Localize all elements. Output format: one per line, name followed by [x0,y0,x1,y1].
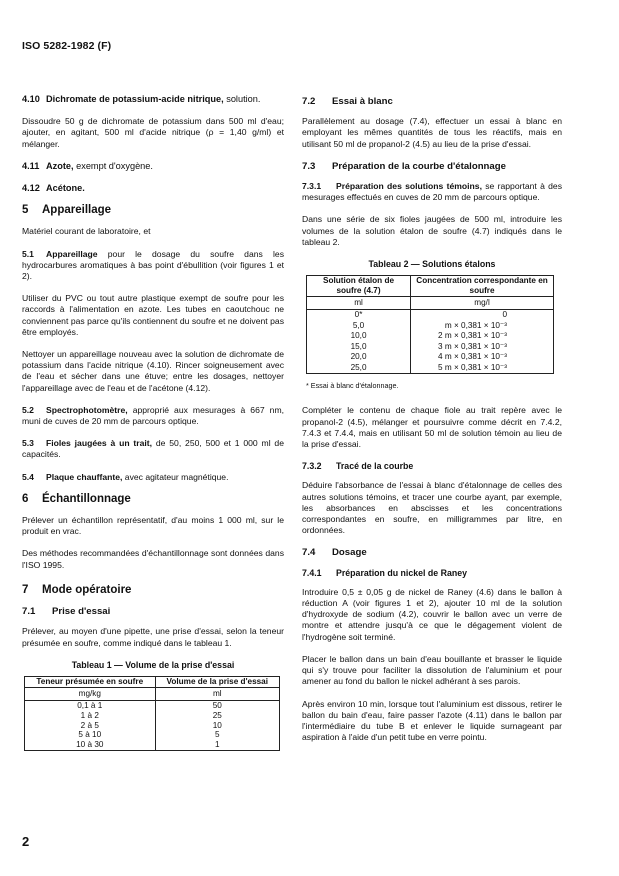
table-header-row [307,276,554,297]
clause-7-1-text: Prélever, au moyen d'une pipette, une prise d'essai, selon la teneur présumée en soufre, comme indiqué dans le tableau 1. [22,626,284,648]
clause-7-2-text: Parallèlement au dosage (7.4), effectuer un essai à blanc en employant les mêmes quantités de tous les réactifs, mais en utilisant 50 ml de propanol-2 (4.5) au lieu de la prise d'essai. [302,116,562,149]
section-title: Mode opératoire [42,583,132,596]
table-cell: 15,0 [307,342,411,353]
clause-4-10-text: Dissoudre 50 g de dichromate de potassium dans 500 ml d'eau; ajouter, en agitant, 500 ml d'acide nitrique (ρ = 1,40 g/ml) et mélanger. [22,116,284,149]
table-unit-cell: ml [155,687,279,700]
table-cell: 2 à 5 [25,721,156,731]
clause-title: Plaque chauffante, [46,471,123,482]
clause-title: Fioles jaugées à un trait, [46,438,153,449]
table-2-caption: Tableau 2 — Solutions étalons [368,259,496,270]
table-cell: 25 [155,711,279,721]
clause-number: 4.12 [22,183,40,194]
clause-number: 7.3.2 [302,461,322,472]
section-title: Appareillage [42,204,112,217]
clause-number: 7.1 [22,606,36,618]
clause-body: de 50, 250, 500 et 1 000 ml de capacités. [22,438,284,460]
clause-title-rest: solution. [223,94,261,104]
table-unit-cell: ml [307,297,411,310]
table-cell: 2 m × 0,381 × 10⁻³ [411,331,554,342]
clause-body: se rapportant à des mesurages effectués en cuves de 20 mm de parcours optique. [302,181,563,203]
clause-7-4-1-para-1: Introduire 0,5 ± 0,05 g de nickel de Raney (4.6) dans le ballon à réduction A (voir figures 1 et 2), ajouter 10 ml de la solution d'hydroxyde de sodium (4.2), couvrir le ballon avec un verre de montre et attendre jusqu'à ce que le dégagement violent de l'hydrogène soit terminé. [302,586,562,642]
table-header-cell: Volume de la prise d'essai [155,676,279,687]
table-row [307,321,554,332]
page-number: 2 [22,834,30,849]
clause-number: 7.3 [302,160,316,172]
clause-4-11 [22,161,284,172]
clause-text: exempt d'oxygène. [73,160,153,171]
page-header: ISO 5282-1982 (F) [22,40,112,52]
section-5-intro: Matériel courant de laboratoire, et [22,226,151,237]
table-unit-cell: mg/kg [25,687,156,700]
section-number: 5 [22,204,29,217]
clause-number: 7.4 [302,547,316,559]
table-row [307,310,554,321]
clause-title: Spectrophotomètre, [46,404,128,415]
table-unit-row [25,687,280,700]
table-cell: 0* [307,310,411,321]
table-cell: 20,0 [307,352,411,363]
table-row [25,700,280,710]
table-cell: 1 [155,740,279,750]
table-cell: 50 [155,700,279,710]
clause-5-4-text [22,472,284,483]
table-cell: 5 à 10 [25,730,156,740]
table-cell: 1 à 2 [25,711,156,721]
complete-paragraph: Compléter le contenu de chaque fiole au trait repère avec le propanol-2 (4.5), mélanger et poursuivre comme décrit en 7.4.2, 7.4.3 et 7.4.4, mais en utilisant 50 ml de solution témoin au lieu de la prise d'essai. [302,405,562,450]
section-number: 6 [22,492,29,505]
table-header-row [25,676,280,687]
clause-7-3-heading [302,161,562,172]
clause-title: Prise d'essai [52,606,111,618]
table-cell: 10 [155,721,279,731]
table-row [25,740,280,750]
clause-body: pour le dosage du soufre dans les hydrocarbures aromatiques à bas point d'ébullition (voir figures 1 et 2). [22,248,284,282]
table-row [307,352,554,363]
clause-7-3-1-para-2: Dans une série de six fioles jaugées de 500 ml, introduire les volumes de la solution étalon de soufre (4.7) indiqués dans le tableau 2. [302,214,562,247]
clause-number: 7.4.1 [302,567,322,578]
clause-title: Dosage [332,547,367,559]
clause-title: Acétone. [46,183,85,194]
clause-5-1-text [22,249,284,283]
clause-4-12 [22,183,284,194]
clause-number: 5.3 [22,438,34,449]
clause-title: Azote, [46,160,74,171]
table-cell: 5,0 [307,321,411,332]
clause-number: 7.3.1 [302,181,322,192]
clause-body: approprié aux mesurages à 667 nm, muni de cuves de 20 mm de parcours optique. [22,404,284,427]
section-6-heading [22,494,284,505]
clause-number: 7.2 [302,96,316,107]
section-6-para-2: Des méthodes recommandées d'échantillonnage sont données dans l'ISO 1995. [22,548,284,570]
clause-title: Préparation de la courbe d'étalonnage [332,160,506,172]
clause-body: avec agitateur magnétique. [122,471,229,482]
clause-7-3-1-text [302,181,562,203]
clause-5-1-para-2: Utiliser du PVC ou tout autre plastique exempt de soufre pour les raccords à l'alimentation en azote. Les tubes en caoutchouc ne conviennent pas parce qu'ils contiennent du soufre et ne doivent pas être employés. [22,293,284,337]
clause-title: Dichromate de potassium-acide nitrique, [46,94,224,104]
clause-title: Préparation des solutions témoins, [336,181,482,192]
table-cell: 5 [155,730,279,740]
clause-number: 5.1 [22,248,34,259]
section-number: 7 [22,583,29,596]
section-5-heading [22,205,284,216]
clause-7-4-1-heading [302,568,562,579]
table-row [307,363,554,374]
table-unit-cell: mg/l [411,297,554,310]
table-row [25,721,280,731]
clause-number: 5.2 [22,404,34,415]
table-cell: m × 0,381 × 10⁻³ [411,321,554,332]
clause-title: Tracé de la courbe [336,461,414,472]
table-cell: 0,1 à 1 [25,700,156,710]
clause-title: Préparation du nickel de Raney [336,567,468,578]
section-7-heading [22,585,284,596]
clause-7-4-1-para-3: Après environ 10 min, lorsque tout l'aluminium est dissous, retirer le ballon du bain d'eau, faire passer l'azote (4.11) dans le ballon par l'intermédiaire du tube B et enlever le liquide surnageant par aspiration à l'aide d'un petit tube en verre pointu. [302,698,562,743]
clause-number: 5.4 [22,471,34,482]
table-row [307,342,554,353]
table-1 [24,676,280,751]
table-header-cell: Teneur présumée en soufre [25,676,156,687]
table-cell: 3 m × 0,381 × 10⁻³ [411,342,554,353]
section-6-para-1: Prélever un échantillon représentatif, d'au moins 1 000 ml, sur le produit en vrac. [22,515,284,537]
table-cell: 4 m × 0,381 × 10⁻³ [411,352,554,363]
clause-4-10-heading [22,94,284,105]
table-cell: 0 [411,310,554,321]
table-header-cell: Solution étalon de soufre (4.7) [307,276,411,297]
clause-number: 4.10 [22,94,40,104]
table-2-footnote: * Essai à blanc d'étalonnage. [306,381,399,391]
table-1-caption: Tableau 1 — Volume de la prise d'essai [71,659,235,670]
clause-5-2-text [22,405,284,427]
table-row [25,730,280,740]
clause-7-2-heading [302,96,562,107]
section-title: Échantillonnage [42,492,131,505]
right-column [302,94,562,754]
table-cell: 10 à 30 [25,740,156,750]
clause-number: 4.11 [22,160,40,171]
clause-7-3-2-text: Déduire l'absorbance de l'essai à blanc d'étalonnage de celles des autres solutions témoins, et tracer une courbe ayant, par exemple, les absorbances en abscisses et les concentrations correspondantes en soufre, en milligrammes par litre, en ordonnées. [302,480,562,536]
clause-7-1-heading [22,606,284,617]
clause-5-1-para-3: Nettoyer un appareillage nouveau avec la solution de dichromate de potassium dans l'acide nitrique (4.10). Rincer soigneusement avec de l'eau et sécher dans une étuve; entre les dosages, nettoyer l'appareillage avec de l'eau et de l'acétone (4.12). [22,349,284,393]
table-header-cell: Concentration correspondante en soufre [411,276,554,297]
clause-7-4-1-para-2: Placer le ballon dans un bain d'eau bouillante et brasser le liquide qui s'y trouve pour faciliter la dissolution de l'aluminium et pour amener au fond du ballon le nickel adhérant à ses parois. [302,653,562,687]
table-cell: 25,0 [307,363,411,374]
table-cell: 5 m × 0,381 × 10⁻³ [411,363,554,374]
table-row [25,711,280,721]
clause-5-3-text [22,438,284,460]
clause-title: Appareillage [46,248,98,259]
clause-7-4-heading [302,547,562,558]
clause-7-3-2-heading [302,461,562,472]
table-cell: 10,0 [307,331,411,342]
table-row [307,331,554,342]
clause-title: Essai à blanc [332,96,393,107]
table-2 [306,275,554,374]
left-column [22,94,284,751]
table-unit-row [307,297,554,310]
